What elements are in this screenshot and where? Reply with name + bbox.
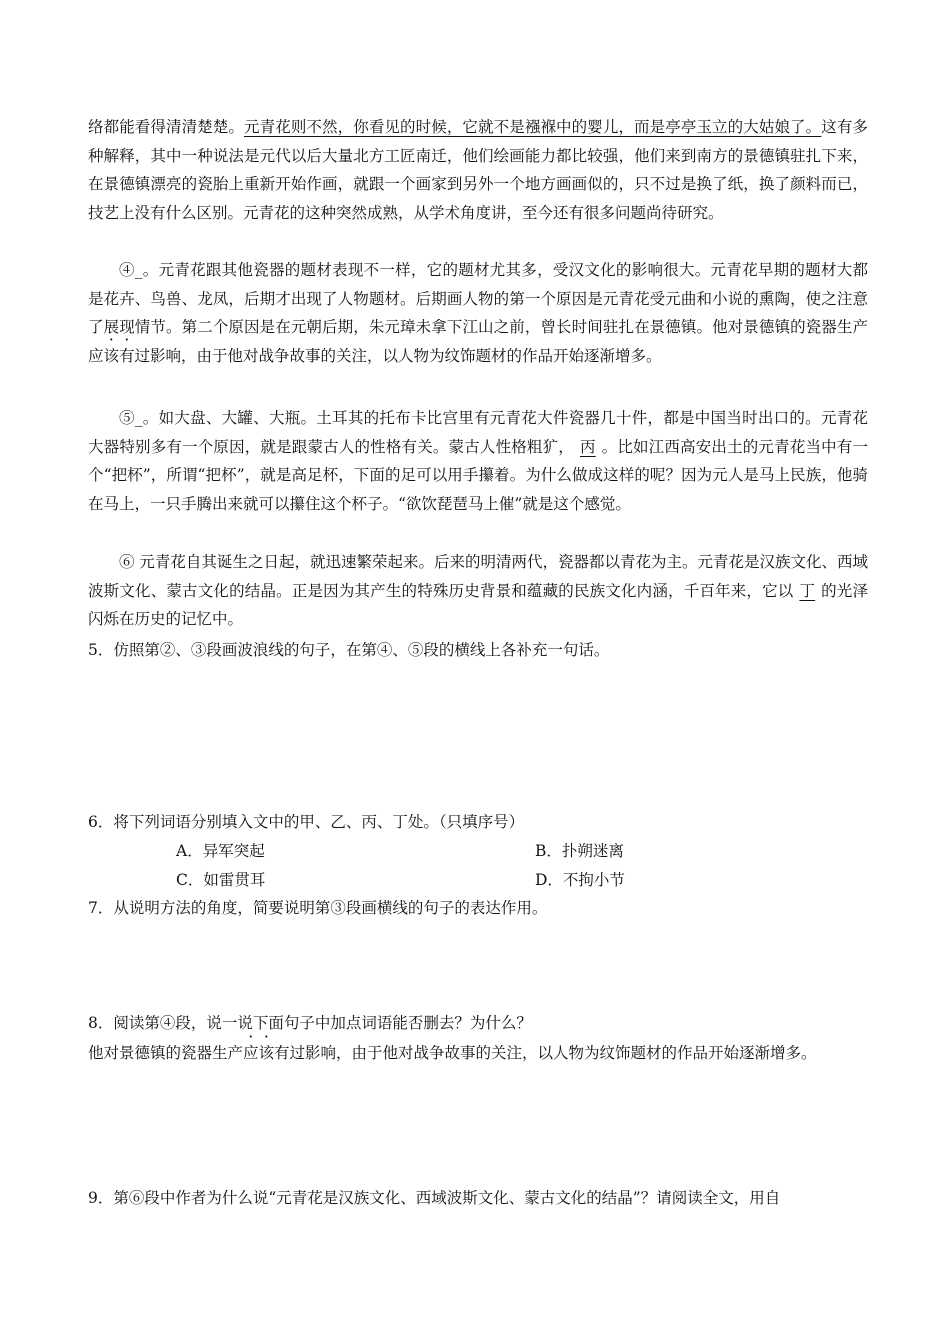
question-8-quote (88, 1039, 868, 1068)
quote-text: 有过影响，由于他对战争故事的关注，以人物为纹饰题材的作品开始逐渐增多。 (274, 1044, 817, 1062)
quote-text: 他对景德镇的瓷器生产 (88, 1044, 244, 1062)
emphasis-dotted-char: 应 (243, 1044, 259, 1062)
paragraph-5 (88, 404, 868, 518)
paragraph-text: 这有多种解释，其中一种说法是元代以后大量北方工匠南迁，他们绘画能力都比较强，他们来到南方的景德镇驻扎下来，在景德镇漂亮的瓷胎上重新开始作画，就跟一个画家到另外一个地方画画似的，只不过是换了纸，换了颜料而已，技艺上没有什么区别。元青花的这种突然成熟，从学术角度讲，至今还有很多问题尚待研究。 (88, 118, 868, 222)
paragraph-text: 。比如江西高安出土的元青花当中有一个“把杯”，所谓“把杯”，就是高足杯，下面的足可以用手攥着。为什么做成这样的呢？因为元人是马上民族，他骑在马上，一只手腾出来就可以攥住这个杯子。“欲饮琵琶马上催”就是这个感觉。 (88, 437, 868, 513)
option-a: A．异军突起 (176, 842, 265, 860)
paragraph-continuation (88, 113, 868, 227)
paragraph-text: 络都能看得清清楚楚。 (88, 118, 245, 136)
paragraph-text: ⑤_。如大盘、大罐、大瓶。土耳其的托布卡比宫里有元青花大件瓷器几十件，都是中国当时出口的。元青花大器特别多有一个原因，就是跟蒙古人的性格有关。蒙古人性格粗犷， (88, 409, 868, 456)
paragraph-text: ④_。元青花跟其他瓷器的题材表现不一样，它的题材尤其多，受汉文化的影响很大。元青花早期的题材大都是花卉、鸟兽、龙凤，后期才出现了人物题材。后期画人物的第一个原因是元青花受元曲和小说的熏陶，使之注意了展现情节。第二个原因是在元朝后期，朱元璋未拿下江山之前，曾长时间驻扎在景德镇。他对景德镇的瓷器生产 (88, 261, 868, 337)
question-5: 5．仿照第②、③段画波浪线的句子，在第④、⑤段的横线上各补充一句话。 (88, 641, 610, 659)
question-9: 9．第⑥段中作者为什么说“元青花是汉族文化、西域波斯文化、蒙古文化的结晶”？请阅读全文，用自 (88, 1189, 781, 1207)
paragraph-4 (88, 256, 868, 370)
question-6: 6．将下列词语分别填入文中的甲、乙、丙、丁处。（只填序号） (88, 813, 525, 831)
option-b: B．扑朔迷离 (535, 842, 624, 860)
emphasis-dotted-char: 应 (88, 346, 104, 365)
option-d: D．不拘小节 (535, 871, 625, 889)
blank-bing: 丙 (579, 437, 596, 456)
option-c: C．如雷贯耳 (176, 871, 266, 889)
emphasis-dotted-char: 该 (103, 346, 120, 365)
question-7: 7．从说明方法的角度，简要说明第③段画横线的句子的表达作用。 (88, 899, 548, 917)
underlined-sentence: 元青花则不然，你看见的时候，它就不是襁褓中的婴儿，而是亭亭玉立的大姑娘了。 (244, 118, 822, 136)
paragraph-6 (88, 548, 868, 634)
paragraph-text: 有过影响，由于他对战争故事的关注，以人物为纹饰题材的作品开始逐渐增多。 (119, 346, 662, 365)
paragraph-text: ⑥ 元青花自其诞生之日起，就迅速繁荣起来。后来的明清两代，瓷器都以青花为主。元青花是汉族文化、西域波斯文化、蒙古文化的结晶。正是因为其产生的特殊历史背景和蕴藏的民族文化内涵，千百年来，它以 (88, 553, 868, 600)
blank-ding: 丁 (799, 581, 816, 600)
question-8: 8．阅读第④段，说一说下面句子中加点词语能否删去？为什么？ (88, 1014, 532, 1032)
paragraph-text: 的光泽闪烁在历史的记忆中。 (88, 581, 868, 629)
emphasis-dotted-char: 该 (258, 1044, 275, 1062)
